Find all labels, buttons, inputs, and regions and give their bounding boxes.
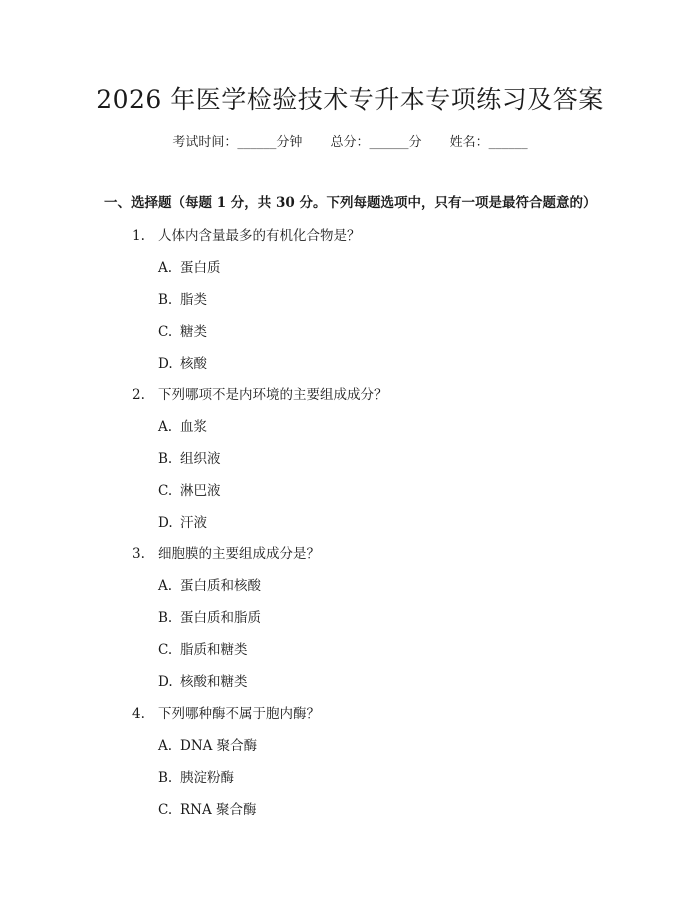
option-1a <box>158 256 221 276</box>
option-letter: B. <box>158 451 173 467</box>
option-text: 组织液 <box>180 451 221 467</box>
option-2a <box>158 415 207 435</box>
option-4c <box>158 798 257 818</box>
option-letter: A. <box>158 419 173 435</box>
option-text: 蛋白质 <box>180 260 221 276</box>
option-letter: B. <box>158 292 173 308</box>
option-3b <box>158 606 261 626</box>
option-letter: A. <box>158 578 173 594</box>
option-text: 胰淀粉酶 <box>180 770 234 786</box>
question-number: 1. <box>132 228 145 244</box>
option-text: 蛋白质和脂质 <box>180 610 261 626</box>
option-text: RNA 聚合酶 <box>180 802 257 818</box>
option-1d <box>158 352 207 372</box>
option-letter: D. <box>158 515 173 531</box>
question-4 <box>132 702 320 722</box>
option-text: 核酸和糖类 <box>180 674 248 690</box>
question-text: 下列哪种酶不属于胞内酶？ <box>158 706 320 722</box>
section-heading: 一、选择题（每题 1 分，共 30 分。下列每题选项中，只有一项是最符合题意的） <box>104 195 597 211</box>
option-3c <box>158 638 248 658</box>
option-text: 脂质和糖类 <box>180 642 248 658</box>
option-text: 淋巴液 <box>180 483 221 499</box>
option-1c <box>158 320 207 340</box>
question-3 <box>132 542 320 562</box>
exam-time-field: 考试时间：______分钟 <box>172 135 303 150</box>
total-score-field: 总分：______分 <box>330 135 422 150</box>
document-title: 2026 年医学检验技术专升本专项练习及答案 <box>96 85 604 114</box>
option-3a <box>158 574 261 594</box>
question-2 <box>132 383 388 403</box>
option-letter: D. <box>158 356 173 372</box>
option-4a <box>158 734 257 754</box>
option-letter: C. <box>158 324 173 340</box>
option-letter: C. <box>158 642 173 658</box>
option-text: 糖类 <box>180 324 207 340</box>
option-letter: A. <box>158 260 173 276</box>
option-letter: C. <box>158 483 173 499</box>
option-text: DNA 聚合酶 <box>180 738 258 754</box>
question-text: 人体内含量最多的有机化合物是？ <box>158 228 361 244</box>
question-number: 2. <box>132 387 145 403</box>
question-number: 3. <box>132 546 145 562</box>
option-1b <box>158 288 207 308</box>
option-text: 核酸 <box>180 356 207 372</box>
question-text: 细胞膜的主要组成成分是？ <box>158 546 320 562</box>
option-letter: A. <box>158 738 173 754</box>
option-text: 脂类 <box>180 292 207 308</box>
option-2c <box>158 479 221 499</box>
option-letter: D. <box>158 674 173 690</box>
question-number: 4. <box>132 706 145 722</box>
option-3d <box>158 670 248 690</box>
exam-meta <box>0 131 700 150</box>
name-field: 姓名：______ <box>449 135 528 150</box>
option-4b <box>158 766 234 786</box>
option-2d <box>158 511 207 531</box>
question-1 <box>132 224 361 244</box>
option-letter: C. <box>158 802 173 818</box>
option-text: 蛋白质和核酸 <box>180 578 261 594</box>
option-text: 血浆 <box>180 419 207 435</box>
option-letter: B. <box>158 610 173 626</box>
option-letter: B. <box>158 770 173 786</box>
question-text: 下列哪项不是内环境的主要组成成分？ <box>158 387 388 403</box>
option-text: 汗液 <box>180 515 207 531</box>
option-2b <box>158 447 221 467</box>
